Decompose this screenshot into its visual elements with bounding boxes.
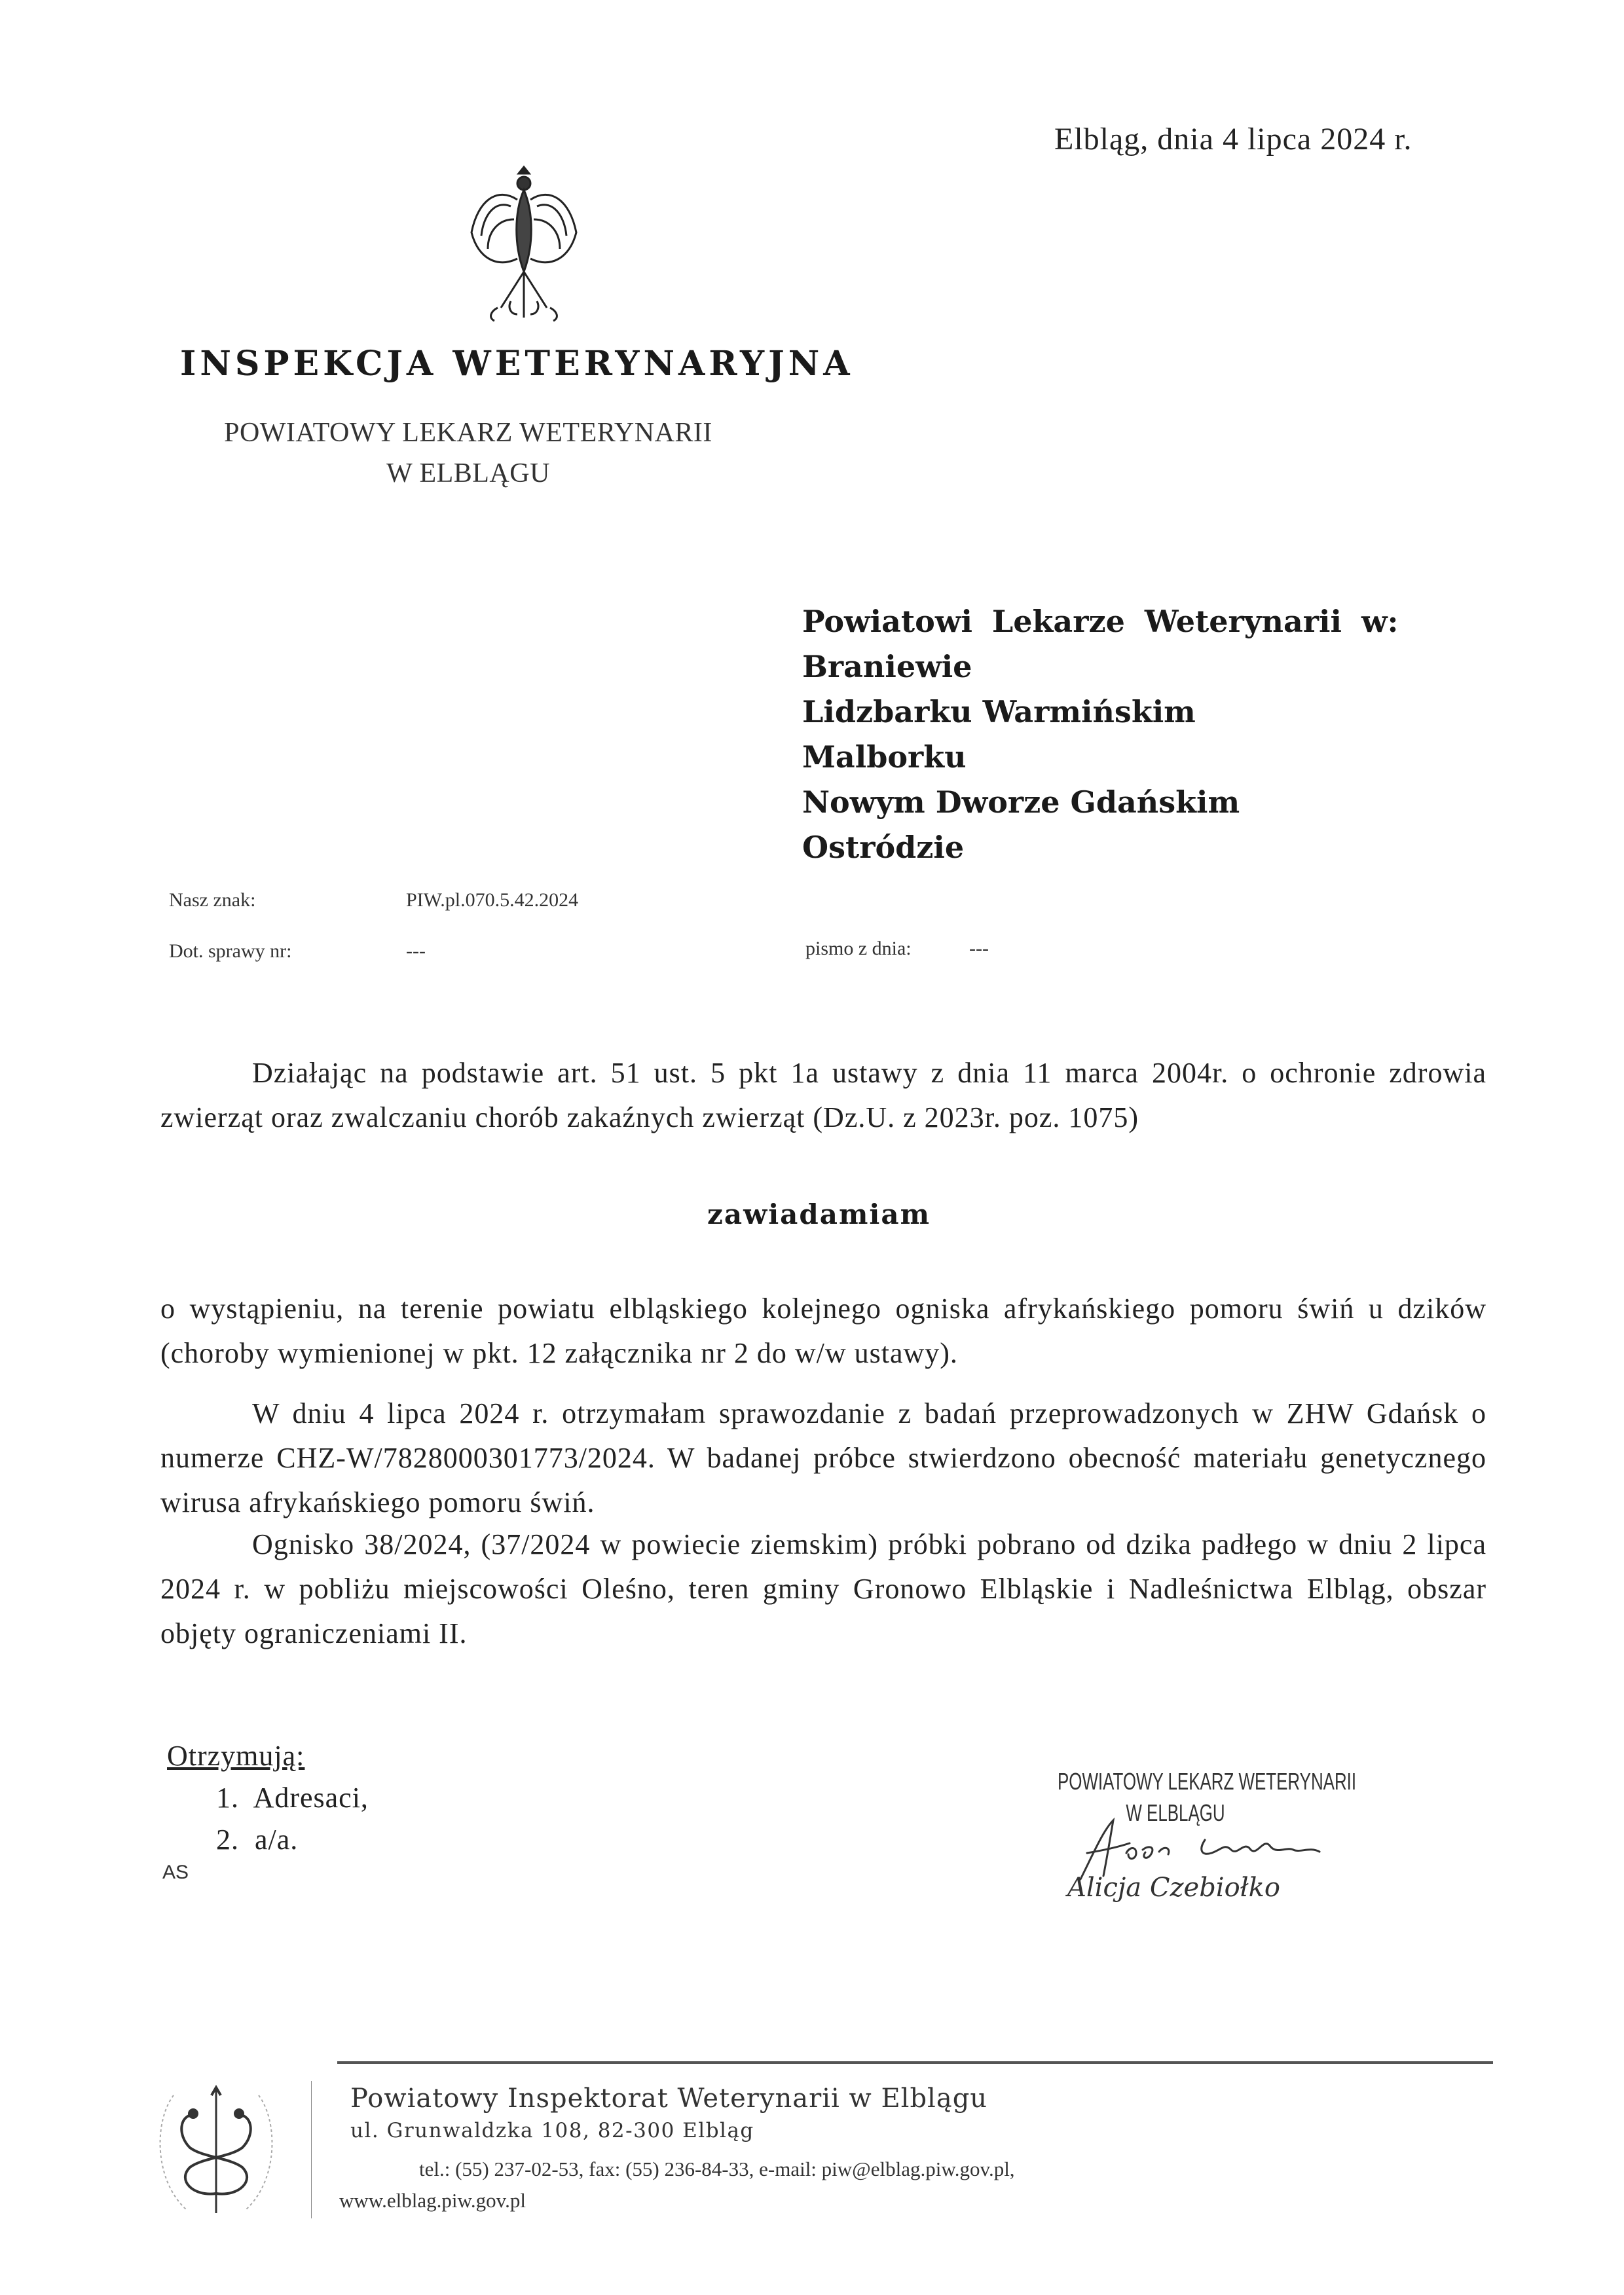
caduceus-logo-icon xyxy=(141,2082,291,2220)
addressee-item: Braniewie xyxy=(802,649,972,684)
letter-date-label: pismo z dnia: xyxy=(805,938,912,959)
case-number-label: Dot. sprawy nr: xyxy=(169,940,292,962)
our-ref-value: PIW.pl.070.5.42.2024 xyxy=(406,889,579,911)
body-paragraph-3: Ognisko 38/2024, (37/2024 w powiecie ziemskim) próbki pobrano od dzika padłego w dniu 2 lipca 2024 r. w pobliżu miejscowości Oleśno, teren gminy Gronowo Elbląskie i Nadleśnictwa Elbląg, obszar objęty ograniczeniami II. xyxy=(160,1528,1486,1649)
stamp-line-2: W ELBLĄGU xyxy=(1126,1799,1225,1826)
addressee-item: Ostródzie xyxy=(802,830,965,865)
stamp-line-1: POWIATOWY LEKARZ WETERYNARII xyxy=(1058,1768,1357,1795)
our-ref-label: Nasz znak: xyxy=(169,889,256,911)
recipients-block xyxy=(167,1735,369,1861)
addressee-item: Malborku xyxy=(802,739,967,775)
author-initials: AS xyxy=(162,1862,189,1883)
notify-heading: zawiadamiam xyxy=(707,1198,931,1230)
footer-vertical-divider xyxy=(311,2081,312,2218)
org-sub-line2: W ELBLĄGU xyxy=(386,458,550,488)
footer-contact: tel.: (55) 237-02-53, fax: (55) 236-84-33, e-mail: piw@elblag.piw.gov.pl, xyxy=(419,2157,1015,2180)
recipient-item: 1. Adresaci, xyxy=(216,1782,369,1814)
addressee-item: Nowym Dworze Gdańskim xyxy=(802,784,1240,820)
recipient-item: 2. a/a. xyxy=(216,1824,299,1856)
organization-subtitle xyxy=(196,413,740,494)
case-number-value: --- xyxy=(406,940,426,962)
signer-name: Alicja Czebiołko xyxy=(1067,1873,1280,1903)
addressee-item: Lidzbarku Warmińskim xyxy=(802,694,1196,729)
legal-basis-paragraph: Działając na podstawie art. 51 ust. 5 pkt 1a ustawy z dnia 11 marca 2004r. o ochronie zdrowia zwierząt oraz zwalczaniu chorób zakaźnych zwierząt (Dz.U. z 2023r. poz. 1075) xyxy=(160,1057,1486,1133)
place-and-date: Elbląg, dnia 4 lipca 2024 r. xyxy=(1054,122,1412,156)
polish-eagle-emblem-icon xyxy=(452,160,596,337)
footer-website-link[interactable]: www.elblag.piw.gov.pl xyxy=(339,2189,526,2212)
body-paragraph-1: o wystąpieniu, na terenie powiatu elbląskiego kolejnego ogniska afrykańskiego pomoru świń u dzików (choroby wymienionej w pkt. 12 załącznika nr 2 do w/w ustawy). xyxy=(160,1293,1486,1369)
recipients-label: Otrzymują: xyxy=(167,1740,305,1772)
footer-separator xyxy=(337,2061,1493,2064)
footer-institution: Powiatowy Inspektorat Weterynarii w Elblągu xyxy=(350,2084,988,2114)
footer-address: ul. Grunwaldzka 108, 82-300 Elbląg xyxy=(350,2119,754,2142)
body-paragraph-2: W dniu 4 lipca 2024 r. otrzymałam sprawozdanie z badań przeprowadzonych w ZHW Gdańsk o numerze CHZ-W/7828000301773/2024. W badanej próbce stwierdzono obecność materiału genetycznego wirusa afrykańskiego pomoru świń. xyxy=(160,1397,1486,1518)
addressee-intro: Powiatowi Lekarze Weterynarii w: xyxy=(802,604,1399,639)
letter-date-value: --- xyxy=(969,938,989,959)
org-sub-line1: POWIATOWY LEKARZ WETERYNARII xyxy=(224,418,712,448)
organization-title: INSPEKCJA WETERYNARYJNA xyxy=(180,344,854,384)
addressee-block xyxy=(802,599,1399,870)
